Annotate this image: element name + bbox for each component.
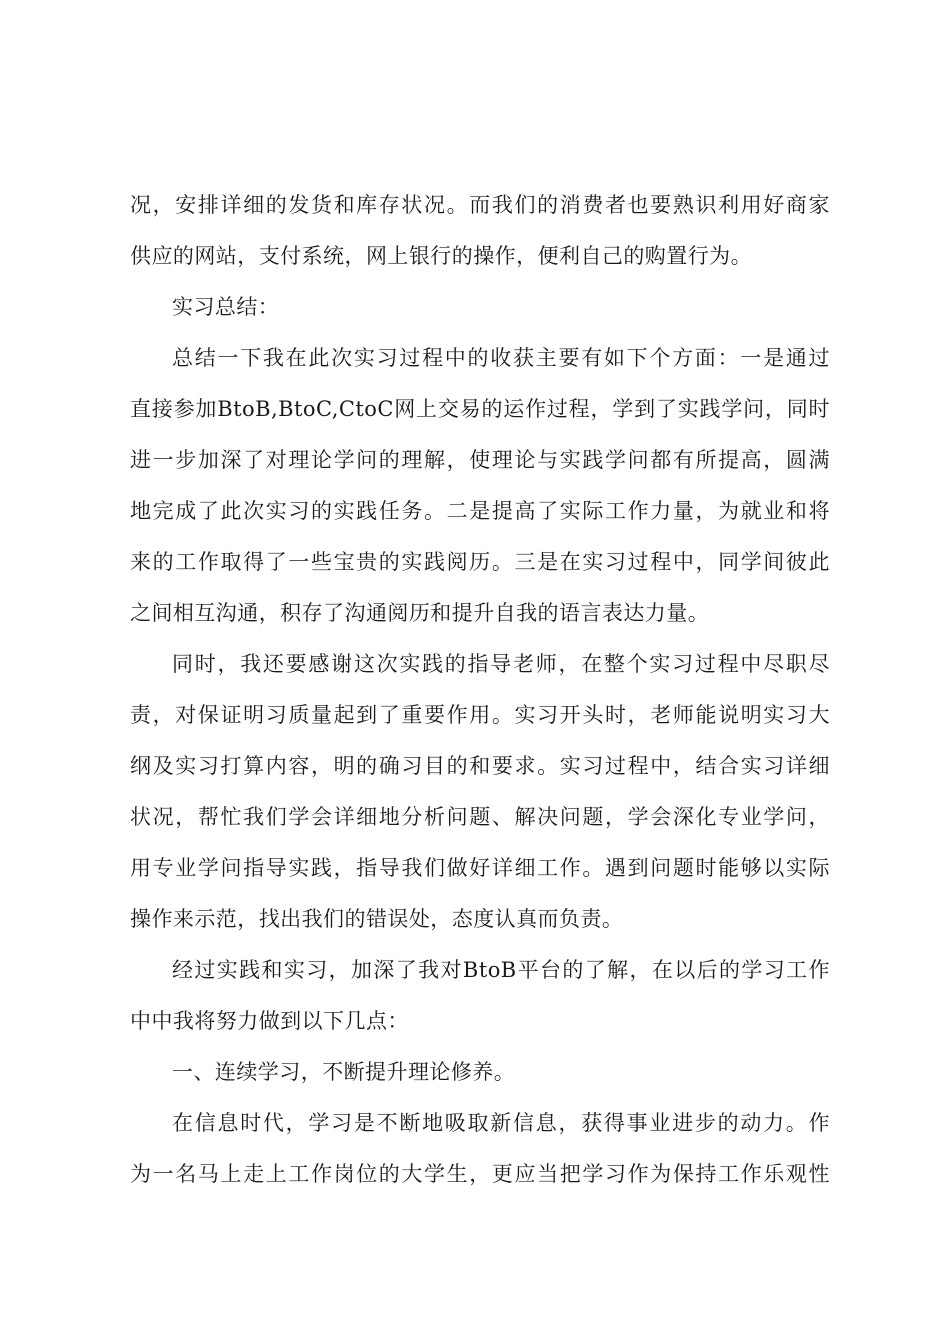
text-line: 状况，帮忙我们学会详细地分析问题、解决问题，学会深化专业学问，: [130, 805, 830, 829]
list-item-heading: 一、连续学习，不断提升理论修养。: [172, 1060, 516, 1084]
text-line: 总结一下我在此次实习过程中的收获主要有如下个方面：一是通过: [172, 346, 830, 370]
text-line: 直接参加BtoB,BtoC,CtoC网上交易的运作过程，学到了实践学问，同时: [130, 397, 830, 421]
text-line: 中中我将努力做到以下几点：: [130, 1009, 409, 1033]
text-line: 纲及实习打算内容，明的确习目的和要求。实习过程中，结合实习详细: [130, 754, 830, 778]
text-line: 在信息时代，学习是不断地吸取新信息，获得事业进步的动力。作: [172, 1111, 830, 1135]
text-line: 之间相互沟通，积存了沟通阅历和提升自我的语言表达力量。: [130, 601, 710, 625]
text-line: 地完成了此次实习的实践任务。二是提高了实际工作力量，为就业和将: [130, 499, 830, 523]
text-line: 经过实践和实习，加深了我对BtoB平台的了解，在以后的学习工作: [172, 958, 830, 982]
text-line: 来的工作取得了一些宝贵的实践阅历。三是在实习过程中，同学间彼此: [130, 550, 830, 574]
text-line: 况，安排详细的发货和库存状况。而我们的消费者也要熟识利用好商家: [130, 193, 830, 217]
text-line: 操作来示范，找出我们的错误处，态度认真而负责。: [130, 907, 624, 931]
section-heading: 实习总结：: [172, 295, 280, 319]
text-line: 为一名马上走上工作岗位的大学生，更应当把学习作为保持工作乐观性: [130, 1162, 830, 1186]
text-line: 责，对保证明习质量起到了重要作用。实习开头时，老师能说明实习大: [130, 703, 830, 727]
text-line: 同时，我还要感谢这次实践的指导老师，在整个实习过程中尽职尽: [172, 652, 830, 676]
text-line: 供应的网站，支付系统，网上银行的操作，便利自己的购置行为。: [130, 244, 753, 268]
text-line: 用专业学问指导实践，指导我们做好详细工作。遇到问题时能够以实际: [130, 856, 830, 880]
text-line: 进一步加深了对理论学问的理解，使理论与实践学问都有所提高，圆满: [130, 448, 830, 472]
